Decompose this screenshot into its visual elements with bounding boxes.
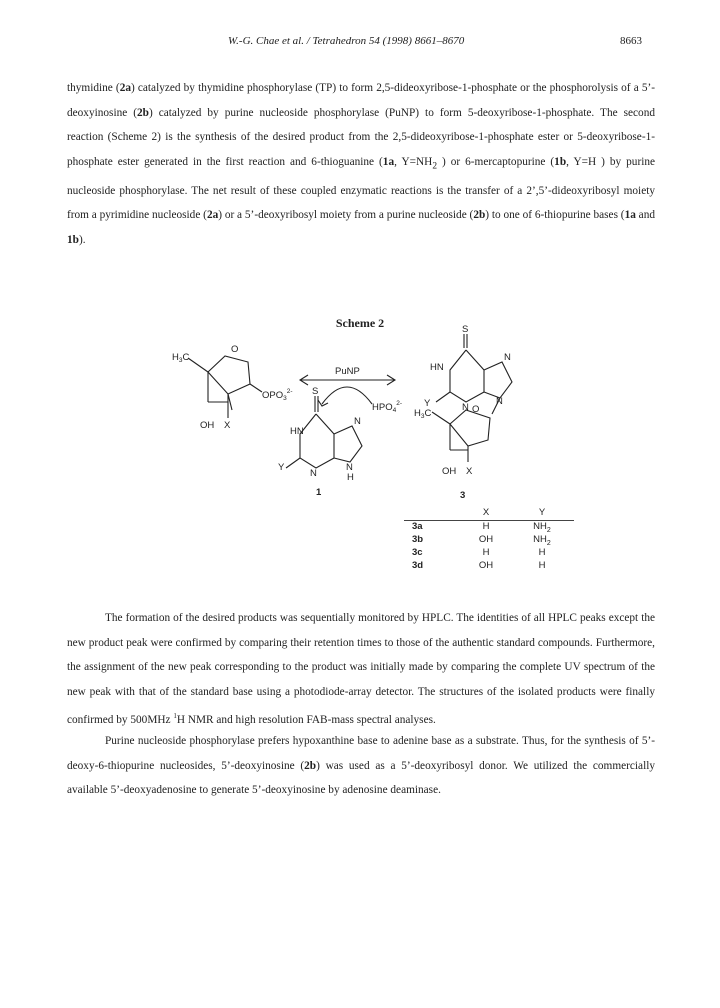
paragraph-3: Purine nucleoside phosphorylase prefers hypoxanthine base to adenine base as a substrate. Thus, for the synthesis of 5’-deoxy-6-thiopurine nucleosides, 5’-deoxyinosine (2b) was used as a 5’-deoxyribosyl donor. We utilized the commercially available 5’-deoxyadenosine to generate 5’-deoxyinosine by adenosine deaminase.	[67, 735, 655, 797]
x-label-3: X	[466, 466, 473, 477]
phosphate-label: $OPO_3^{2-}$	[262, 388, 293, 402]
n-label-1a: N	[354, 416, 361, 427]
x-label: X	[224, 420, 231, 431]
hydroxyl-label: OH	[200, 420, 215, 431]
n-label-1b: N	[310, 468, 317, 479]
table-header-y: Y	[538, 507, 546, 518]
table-row: 3a H $NH_2$	[412, 521, 551, 534]
paragraph-2: The formation of the desired products was sequentially monitored by HPLC. The identities of all HPLC peaks except the new product peak were confirmed by comparing their retention times to those of the authentic standard compounds. Furthermore, the assignment of the new peak corresponding to the product was initially made by comparing the complete UV spectrum of the new peak with that of the standard base using a photodiode-array detector. The structures of the isolated products were finally confirmed by 500MHz $^1$H NMR and high resolution FAB-mass spectral analyses.	[67, 612, 655, 727]
ring-oxygen-3: O	[472, 404, 480, 415]
hn-label-1: HN	[290, 426, 304, 437]
methyl-label-3: $H_3C$	[414, 408, 432, 420]
substituent-table	[404, 507, 574, 573]
paragraph-1: thymidine (2a) catalyzed by thymidine phosphorylase (TP) to form 2,5-dideoxyribose-1-phosphate or the phosphorolysis of a 5’-deoxyinosine (2b) catalyzed by purine nucleoside phosphorylase (PuNP) to form 5-deoxyribose-1-phosphate. The second reaction (Scheme 2) is the synthesis of the desired product from the 2,5-dideoxyribose-1-phosphate ester or 5-deoxyribose-1-phosphate ester generated in the first reaction and 6-thioguanine (1a, $Y=NH_2$ ) or 6-mercaptopurine (1b, Y=H ) by purine nucleoside phosphorylase. The net result of these coupled enzymatic reactions is the transfer of a 2’,5’-dideoxyribosyl moiety from a pyrimidine nucleoside (2a) or a 5’-deoxyribosyl moiety from a purine nucleoside (2b) to one of 6-thiopurine bases (1a and 1b).	[67, 82, 656, 246]
n-label-1c: N	[346, 462, 353, 473]
y-label-1: Y	[278, 462, 285, 473]
table-header-x: X	[482, 507, 490, 518]
sulfur-label-3: S	[462, 324, 469, 335]
sulfur-label-1: S	[312, 386, 319, 397]
running-header	[0, 35, 720, 51]
table-header-row	[404, 507, 574, 521]
scheme-title: Scheme 2	[335, 316, 385, 330]
table-row: 3b OH $NH_2$	[412, 534, 551, 547]
hn-label-3: HN	[430, 362, 444, 373]
enzyme-label: PuNP	[335, 366, 360, 377]
n-label-3b: N	[462, 402, 469, 413]
n-label-3a: N	[504, 352, 511, 363]
hpo4-label: $HPO_4^{2-}$	[372, 400, 402, 414]
y-label-3: Y	[424, 398, 431, 409]
ring-oxygen: O	[231, 344, 239, 355]
table-row: 3d OH H	[412, 560, 546, 571]
methyl-label: $H_3C$	[172, 352, 190, 364]
hydroxyl-label-3: OH	[442, 466, 457, 477]
compound-3-label: 3	[460, 490, 466, 501]
page-number: 8663	[620, 35, 642, 47]
running-title: W.-G. Chae et al. / Tetrahedron 54 (1998) 8661–8670	[228, 35, 465, 47]
n-label-3c: N	[496, 396, 503, 407]
reaction-scheme	[150, 324, 570, 510]
table-row: 3c H H	[412, 547, 546, 558]
compound-1-label: 1	[316, 487, 322, 498]
h-label-1: H	[347, 472, 354, 483]
